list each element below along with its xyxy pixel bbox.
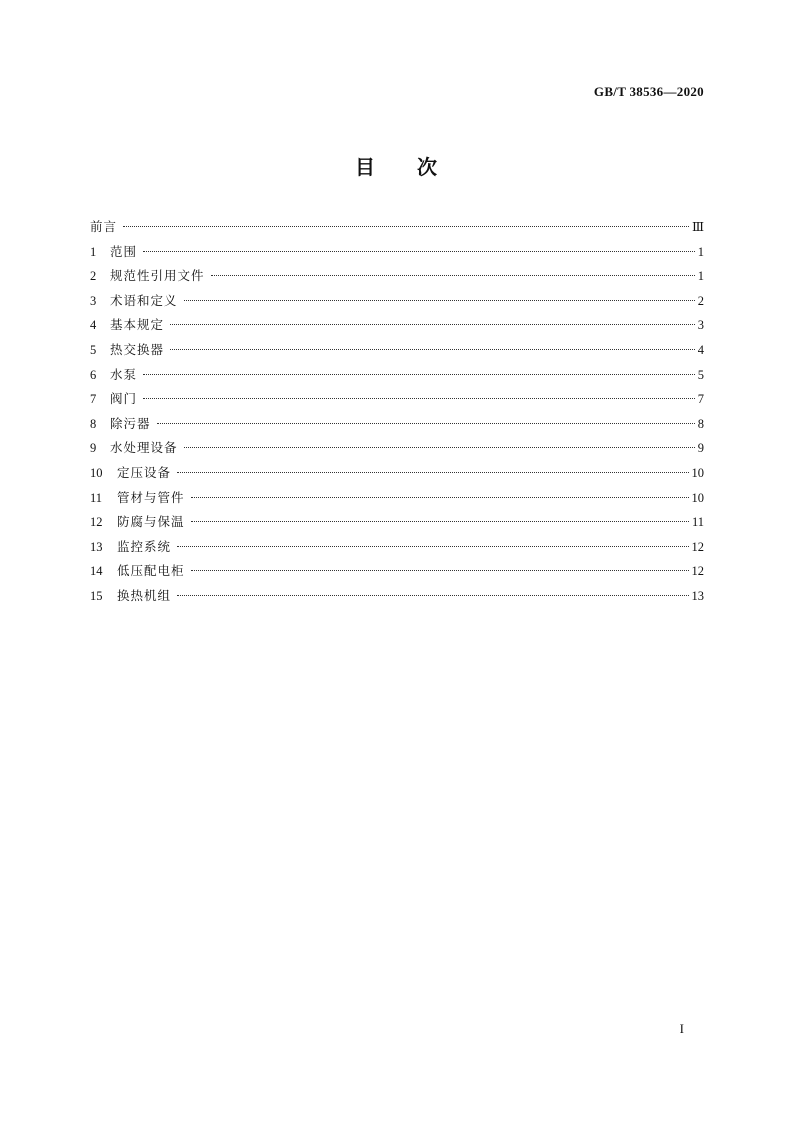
toc-page: 12 [691,539,704,554]
page-number: I [679,1021,684,1036]
toc-page: 11 [691,515,704,530]
toc-page: 1 [697,244,704,259]
toc-entry-4[interactable] [90,313,704,338]
toc-label: 监控系统 [117,538,172,554]
toc-label: 防腐与保温 [117,514,185,530]
toc-page: Ⅲ [691,220,704,234]
toc-entry-15[interactable] [90,584,704,609]
table-of-contents [90,215,704,609]
toc-label: 低压配电柜 [117,563,185,579]
toc-label: 除污器 [110,415,151,431]
toc-number: 1 [90,244,97,259]
toc-leader-dots [211,275,695,276]
toc-entry-9[interactable] [90,436,704,461]
toc-page: 12 [691,564,704,579]
toc-label: 基本规定 [110,317,165,333]
toc-page: 13 [691,588,704,603]
toc-label: 规范性引用文件 [110,268,205,284]
toc-leader-dots [191,497,689,498]
toc-leader-dots [177,595,688,596]
toc-entry-6[interactable] [90,363,704,388]
toc-number: 11 [90,490,103,505]
toc-leader-dots [170,349,695,350]
toc-page: 4 [697,342,704,357]
page-title [0,151,794,180]
toc-leader-dots [143,398,695,399]
toc-entry-11[interactable] [90,486,704,511]
toc-page: 5 [697,367,704,382]
toc-label: 范围 [110,243,138,259]
toc-leader-dots [143,251,695,252]
toc-entry-12[interactable] [90,510,704,535]
toc-label: 术语和定义 [110,292,178,308]
toc-leader-dots [191,570,689,571]
toc-page: 2 [697,293,704,308]
toc-entry-13[interactable] [90,535,704,560]
toc-page: 9 [697,441,704,456]
toc-entry-foreword[interactable] [90,215,704,240]
toc-number: 2 [90,269,97,284]
page-title-char-1: 目 [355,155,377,179]
toc-number: 8 [90,416,97,431]
toc-page: 3 [697,318,704,333]
toc-page: 8 [697,416,704,431]
toc-number: 3 [90,293,97,308]
toc-label: 阀门 [110,391,138,407]
toc-number: 7 [90,392,97,407]
toc-entry-10[interactable] [90,461,704,486]
toc-entry-3[interactable] [90,289,704,314]
toc-label: 换热机组 [117,587,172,603]
toc-number: 6 [90,367,97,382]
toc-leader-dots [177,472,688,473]
toc-leader-dots [177,546,688,547]
toc-entry-7[interactable] [90,387,704,412]
toc-number: 15 [90,588,103,603]
toc-page: 10 [691,465,704,480]
toc-label: 水处理设备 [110,440,178,456]
standard-code: GB/T 38536—2020 [593,84,704,99]
toc-entry-14[interactable] [90,559,704,584]
toc-label: 前言 [90,219,118,234]
toc-leader-dots [170,324,695,325]
toc-number: 12 [90,515,103,530]
toc-label: 热交换器 [110,341,165,357]
toc-entry-8[interactable] [90,412,704,437]
toc-leader-dots [184,447,695,448]
toc-number: 4 [90,318,97,333]
toc-page: 10 [691,490,704,505]
toc-number: 10 [90,465,103,480]
toc-number: 14 [90,564,103,579]
toc-leader-dots [123,226,689,227]
toc-entry-5[interactable] [90,338,704,363]
toc-entry-1[interactable] [90,240,704,265]
toc-leader-dots [157,423,695,424]
toc-label: 管材与管件 [117,489,185,505]
toc-number: 5 [90,342,97,357]
toc-label: 定压设备 [117,464,172,480]
toc-page: 7 [697,392,704,407]
toc-entry-2[interactable] [90,264,704,289]
page-title-char-2: 次 [417,155,439,179]
toc-label: 水泵 [110,366,138,382]
toc-leader-dots [184,300,695,301]
toc-number: 9 [90,441,97,456]
toc-leader-dots [191,521,689,522]
toc-number: 13 [90,539,103,554]
toc-leader-dots [143,374,695,375]
toc-page: 1 [697,269,704,284]
